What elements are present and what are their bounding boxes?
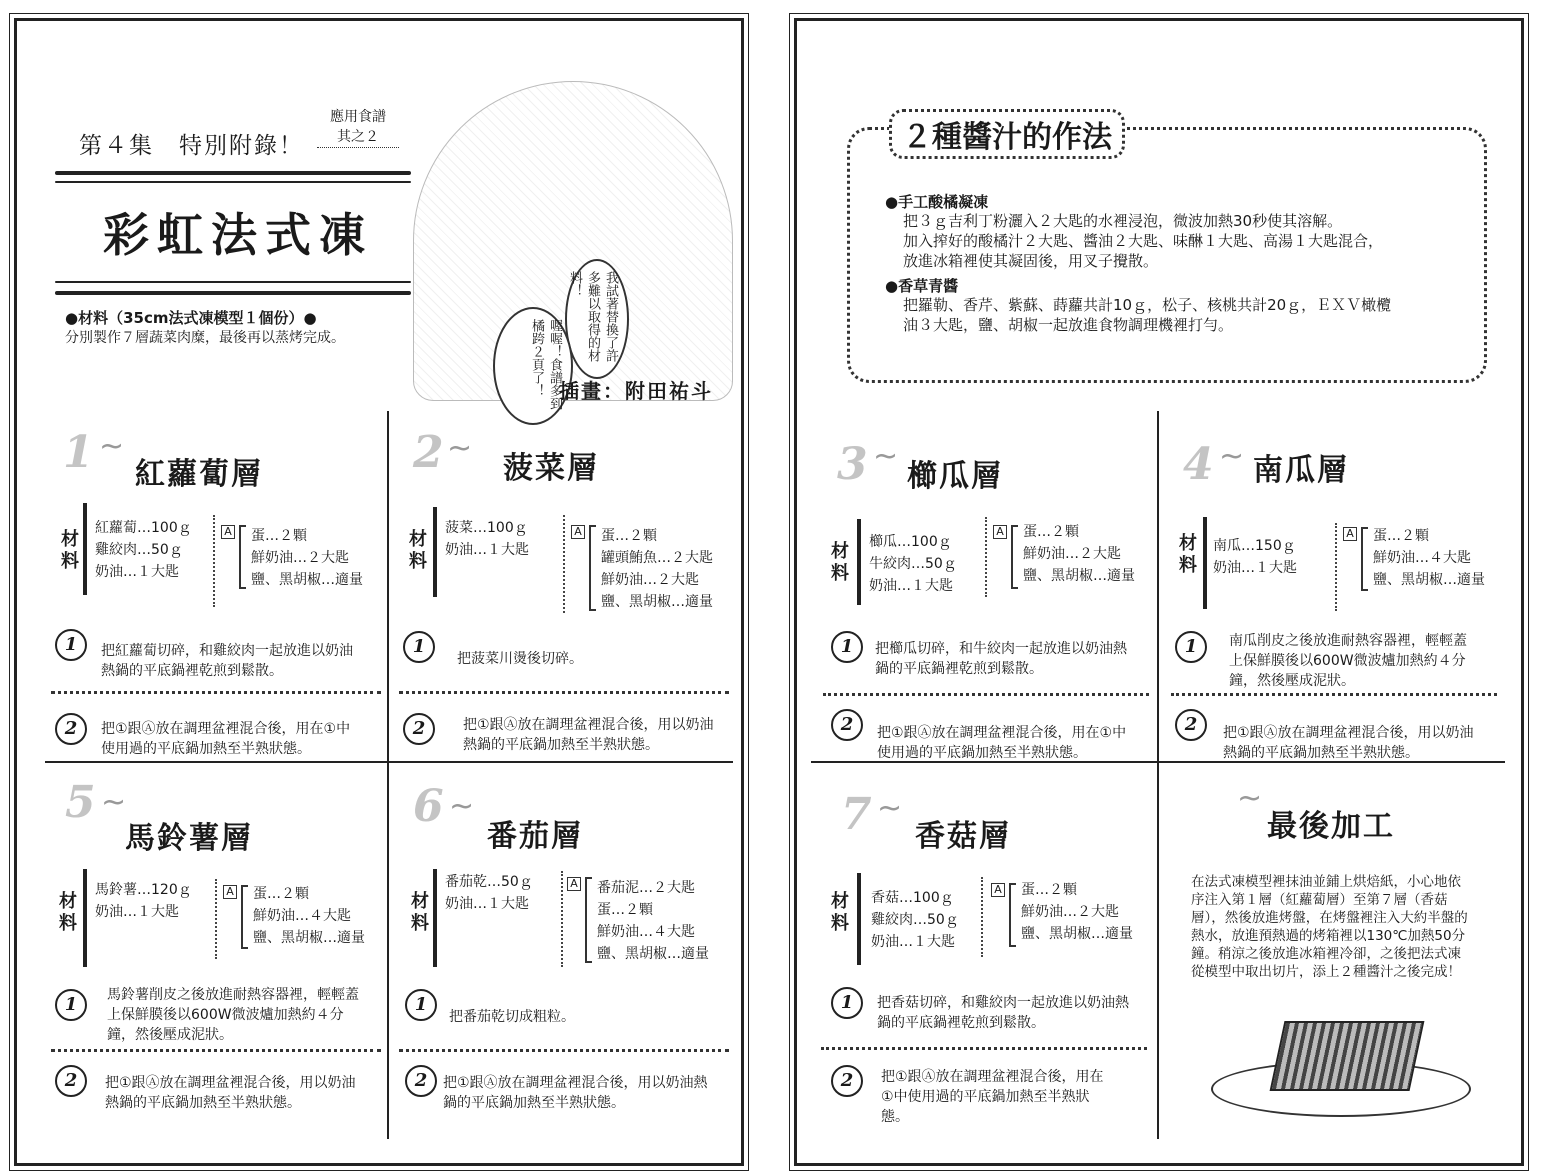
ingredient-item: 奶油…１大匙 [445,896,529,912]
terrine-illustration [1270,1021,1425,1091]
recipe-tag [317,107,399,148]
ingredient-list [95,517,192,583]
step-2-text: 把①跟Ⓐ放在調理盆裡混合後，用在①中使用過的平底鍋加熱至半熟狀態。 [881,1069,1104,1125]
step-separator [51,691,381,694]
page-title: 彩虹法式凍 [103,208,373,262]
group-a-item: 蛋…２顆 [597,902,653,918]
section-title: 南瓜層 [1253,453,1349,488]
ingredient-item: 香菇…100ｇ [871,890,954,906]
ingredient-list [445,871,533,915]
sauce-1-text [903,211,1473,271]
step-1-text: 把菠菜川燙後切碎。 [457,651,583,667]
section-number: 6 [413,781,444,832]
title-rule-bottom [55,291,411,295]
sauce-1-heading: ●手工酸橘凝凍 [885,193,989,211]
group-a-badge: A [1343,527,1357,541]
step-separator [51,1049,381,1052]
section-final-assembly [1161,771,1505,1141]
ingredient-list [445,517,529,561]
group-a-item: 鹽、黑胡椒…適量 [601,594,713,610]
group-a-item: 鹽、黑胡椒…適量 [1023,568,1135,584]
ingredient-item: 雞絞肉…50ｇ [95,542,183,558]
step-1-marker: 1 [55,989,87,1021]
step-2-marker: 2 [831,709,863,741]
ingredient-item: 紅蘿蔔…100ｇ [95,520,192,536]
section-mushroom-layer [811,771,1155,1141]
group-a-list [1021,879,1133,945]
section-potato-layer [45,771,385,1141]
step-2-marker: 2 [403,713,435,745]
sauce-2-line: 油３大匙，鹽、胡椒一起放進食物調理機裡打勻。 [903,316,1234,334]
grid-divider-v1 [1157,411,1159,761]
sauce-2-line: 把羅勒、香芹、紫蘇、蒔蘿共計10ｇ，松子、核桃共計20ｇ，ＥＸＶ橄欖 [903,296,1392,314]
dotted-divider [215,879,217,959]
section-title: 紅蘿蔔層 [135,457,263,492]
materials-label: 材料 [828,891,849,935]
swirl-ornament: ~ [101,785,127,820]
illustrator-credit: 插畫：附田祐斗 [559,379,713,403]
ingredient-item: 櫛瓜…100ｇ [869,534,952,550]
ingredient-item: 奶油…１大匙 [1213,560,1297,576]
swirl-ornament: ~ [99,429,125,464]
step-separator [399,1049,729,1052]
sauce-1-line: 加入搾好的酸橘汁２大匙、醬油２大匙、味醂１大匙、高湯１大匙混合， [903,232,1384,250]
section-title: 番茄層 [487,819,583,854]
left-page [14,18,744,1166]
group-a-bracket [585,877,592,963]
section-number: 1 [63,427,94,478]
group-a-item: 鹽、黑胡椒…適量 [597,946,709,962]
ingredient-item: 菠菜…100ｇ [445,520,528,536]
step-1-marker: 1 [403,631,435,663]
group-a-item: 蛋…２顆 [251,528,307,544]
group-a-item: 蛋…２顆 [1373,528,1429,544]
materials-bar [857,873,861,965]
step-2-text: 把①跟Ⓐ放在調理盆裡混合後，用在①中使用過的平底鍋加熱至半熟狀態。 [877,725,1127,761]
ingredient-list [95,879,192,923]
grid-divider-h [45,761,733,763]
step-2-marker: 2 [55,713,87,745]
group-a-item: 鮮奶油…２大匙 [1023,546,1121,562]
grid-divider-v2 [1157,763,1159,1139]
swirl-ornament: ~ [447,431,473,466]
sauce-1-line: 把３ｇ吉利丁粉灑入２大匙的水裡浸泡，微波加熱30秒使其溶解。 [903,212,1343,230]
group-a-bracket [1009,883,1016,947]
section-number: 5 [65,777,96,828]
group-a-item: 鮮奶油…４大匙 [253,908,351,924]
materials-label: 材料 [56,891,77,935]
group-a-list [1023,521,1135,587]
ingredient-item: 雞絞肉…50ｇ [871,912,959,928]
swirl-ornament: ~ [1237,781,1263,816]
step-1-text: 把紅蘿蔔切碎，和雞絞肉一起放進以奶油熱鍋的平底鍋裡乾煎到鬆散。 [101,643,353,679]
step-2-marker: 2 [831,1065,863,1097]
dotted-divider [981,877,983,957]
ingredient-item: 奶油…１大匙 [445,542,529,558]
tag-line-2: 其之２ [337,129,379,145]
grid-divider-v2 [387,763,389,1139]
ingredient-item: 奶油…１大匙 [869,578,953,594]
materials-label: 材料 [408,891,429,935]
ingredient-item: 奶油…１大匙 [871,934,955,950]
group-a-list [601,525,713,613]
speech-bubble-boy: 我試著替換了許多難以取得的材料！ [565,259,629,379]
materials-label: 材料 [58,529,79,573]
speech-bubble-girl: 喔喔！食譜多到橘跨２頁了！ [493,307,573,425]
step-2-text: 把①跟Ⓐ放在調理盆裡混合後，用以奶油熱鍋的平底鍋加熱至半熟狀態。 [463,717,714,753]
section-number: 2 [413,427,444,478]
dotted-divider [985,517,987,597]
step-1-text: 把番茄乾切成粗粒。 [449,1009,575,1025]
materials-bar [433,869,437,967]
materials-bar [857,519,861,605]
ingredient-item: 馬鈴薯…120ｇ [95,882,192,898]
group-a-list [251,525,363,591]
ingredient-item: 南瓜…150ｇ [1213,538,1296,554]
step-2-text: 把①跟Ⓐ放在調理盆裡混合後，用在①中使用過的平底鍋加熱至半熟狀態。 [101,721,351,757]
section-title: 馬鈴薯層 [125,821,253,856]
group-a-badge: A [991,883,1005,897]
group-a-item: 鹽、黑胡椒…適量 [1373,572,1485,588]
dotted-divider [213,515,215,607]
step-1-text: 南瓜削皮之後放進耐熱容器裡，輕輕蓋上保鮮膜後以600W微波爐加熱約４分鐘，然後壓成泥狀。 [1229,633,1467,689]
episode-header: 第４集 特別附錄！ [79,133,304,159]
step-1-text: 把櫛瓜切碎，和牛絞肉一起放進以奶油熱鍋的平底鍋裡乾煎到鬆散。 [875,641,1127,677]
step-1-marker: 1 [831,631,863,663]
step-1-text: 把香菇切碎，和雞絞肉一起放進以奶油熱鍋的平底鍋裡乾煎到鬆散。 [877,995,1129,1031]
ingredient-item: 奶油…１大匙 [95,564,179,580]
swirl-ornament: ~ [1219,439,1245,474]
group-a-item: 鹽、黑胡椒…適量 [253,930,365,946]
materials-bar [433,507,437,597]
materials-heading: ●材料（35cm法式凍模型１個份）● [65,309,317,327]
swirl-ornament: ~ [449,789,475,824]
group-a-badge: A [567,877,581,891]
section-pumpkin-layer [1161,421,1505,761]
section-number: 4 [1183,439,1214,490]
section-carrot-layer [45,421,385,757]
group-a-item: 鮮奶油…４大匙 [597,924,695,940]
step-2-text: 把①跟Ⓐ放在調理盆裡混合後，用以奶油熱鍋的平底鍋加熱至半熟狀態。 [1223,725,1474,761]
group-a-bracket [239,525,246,589]
group-a-item: 鮮奶油…４大匙 [1373,550,1471,566]
materials-bar [1203,517,1207,609]
materials-label: 材料 [1176,533,1197,577]
group-a-badge: A [571,525,585,539]
group-a-item: 鹽、黑胡椒…適量 [251,572,363,588]
group-a-item: 鮮奶油…２大匙 [251,550,349,566]
group-a-item: 番茄泥…２大匙 [597,880,695,896]
materials-label: 材料 [406,529,427,573]
step-1-marker: 1 [1175,631,1207,663]
section-title: 櫛瓜層 [907,459,1003,494]
step-separator [821,1047,1147,1050]
tag-line-1: 應用食譜 [330,109,386,125]
section-number: 7 [841,789,872,840]
title-rule-top-thin [55,181,411,183]
sauce-2-text [903,295,1473,335]
title-rule-top [55,171,411,175]
group-a-bracket [241,885,248,949]
group-a-bracket [1011,525,1018,589]
title-rule-bottom-thin [55,281,411,283]
section-number: 3 [837,439,868,490]
ingredient-item: 奶油…１大匙 [95,904,179,920]
swirl-ornament: ~ [873,439,899,474]
step-separator [1171,693,1497,696]
dotted-divider [563,515,565,613]
grid-divider-v1 [387,411,389,761]
step-2-marker: 2 [55,1065,87,1097]
ingredient-list [1213,535,1297,579]
right-page [794,18,1524,1166]
step-1-marker: 1 [831,987,863,1019]
ingredient-item: 番茄乾…50ｇ [445,874,533,890]
group-a-badge: A [993,525,1007,539]
step-2-text: 把①跟Ⓐ放在調理盆裡混合後，用以奶油熱鍋的平底鍋加熱至半熟狀態。 [105,1075,356,1111]
dotted-divider [561,871,563,967]
group-a-item: 鮮奶油…２大匙 [601,572,699,588]
group-a-item: 罐頭鮪魚…２大匙 [601,550,713,566]
step-1-marker: 1 [55,629,87,661]
step-separator [823,693,1149,696]
group-a-badge: A [221,525,235,539]
sauce-title: ２種醬汁的作法 [889,109,1125,159]
group-a-item: 鮮奶油…２大匙 [1021,904,1119,920]
materials-label: 材料 [828,541,849,585]
step-2-marker: 2 [405,1065,437,1097]
group-a-item: 鹽、黑胡椒…適量 [1021,926,1133,942]
dotted-divider [1335,523,1337,611]
sauce-1-line: 放進冰箱裡使其凝固後，用叉子攪散。 [903,252,1159,270]
group-a-item: 蛋…２顆 [253,886,309,902]
group-a-badge: A [223,885,237,899]
section-tomato-layer [393,771,733,1141]
materials-bar [83,869,87,967]
step-2-marker: 2 [1175,709,1207,741]
final-instructions: 在法式凍模型裡抹油並鋪上烘焙紙，小心地依序注入第１層（紅蘿蔔層）至第７層（香菇層），然後放進烤盤，在烤盤裡注入大約半盤的熱水，放進預熱過的烤箱裡以130℃加熱50分鐘。稍涼之後放進冰箱裡冷卻，之後把法式凍從模型中取出切片，添上２種醬汁之後完成！ [1191,874,1468,980]
group-a-bracket [1361,527,1368,591]
group-a-item: 蛋…２顆 [601,528,657,544]
step-1-marker: 1 [405,989,437,1021]
group-a-list [597,877,709,965]
section-title: 最後加工 [1267,809,1395,844]
ingredient-item: 牛絞肉…50ｇ [869,556,957,572]
group-a-item: 蛋…２顆 [1021,882,1077,898]
step-1-text: 馬鈴薯削皮之後放進耐熱容器裡，輕輕蓋上保鮮膜後以600W微波爐加熱約４分鐘，然後壓成泥狀。 [107,987,359,1043]
group-a-list [1373,525,1485,591]
group-a-list [253,883,365,949]
ingredient-list [869,531,957,597]
section-title: 菠菜層 [503,451,599,486]
swirl-ornament: ~ [877,791,903,826]
section-spinach-layer [393,421,733,757]
ingredient-list [871,887,959,953]
materials-bar [83,503,87,595]
section-title: 香菇層 [915,819,1011,854]
group-a-bracket [589,525,596,611]
group-a-item: 蛋…２顆 [1023,524,1079,540]
step-2-text: 把①跟Ⓐ放在調理盆裡混合後，用以奶油熱鍋的平底鍋加熱至半熟狀態。 [443,1075,708,1111]
sauce-2-heading: ●香草青醬 [885,277,959,295]
section-zucchini-layer [811,421,1155,761]
step-separator [399,691,729,694]
materials-note: 分別製作７層蔬菜肉糜，最後再以蒸烤完成。 [65,330,345,346]
